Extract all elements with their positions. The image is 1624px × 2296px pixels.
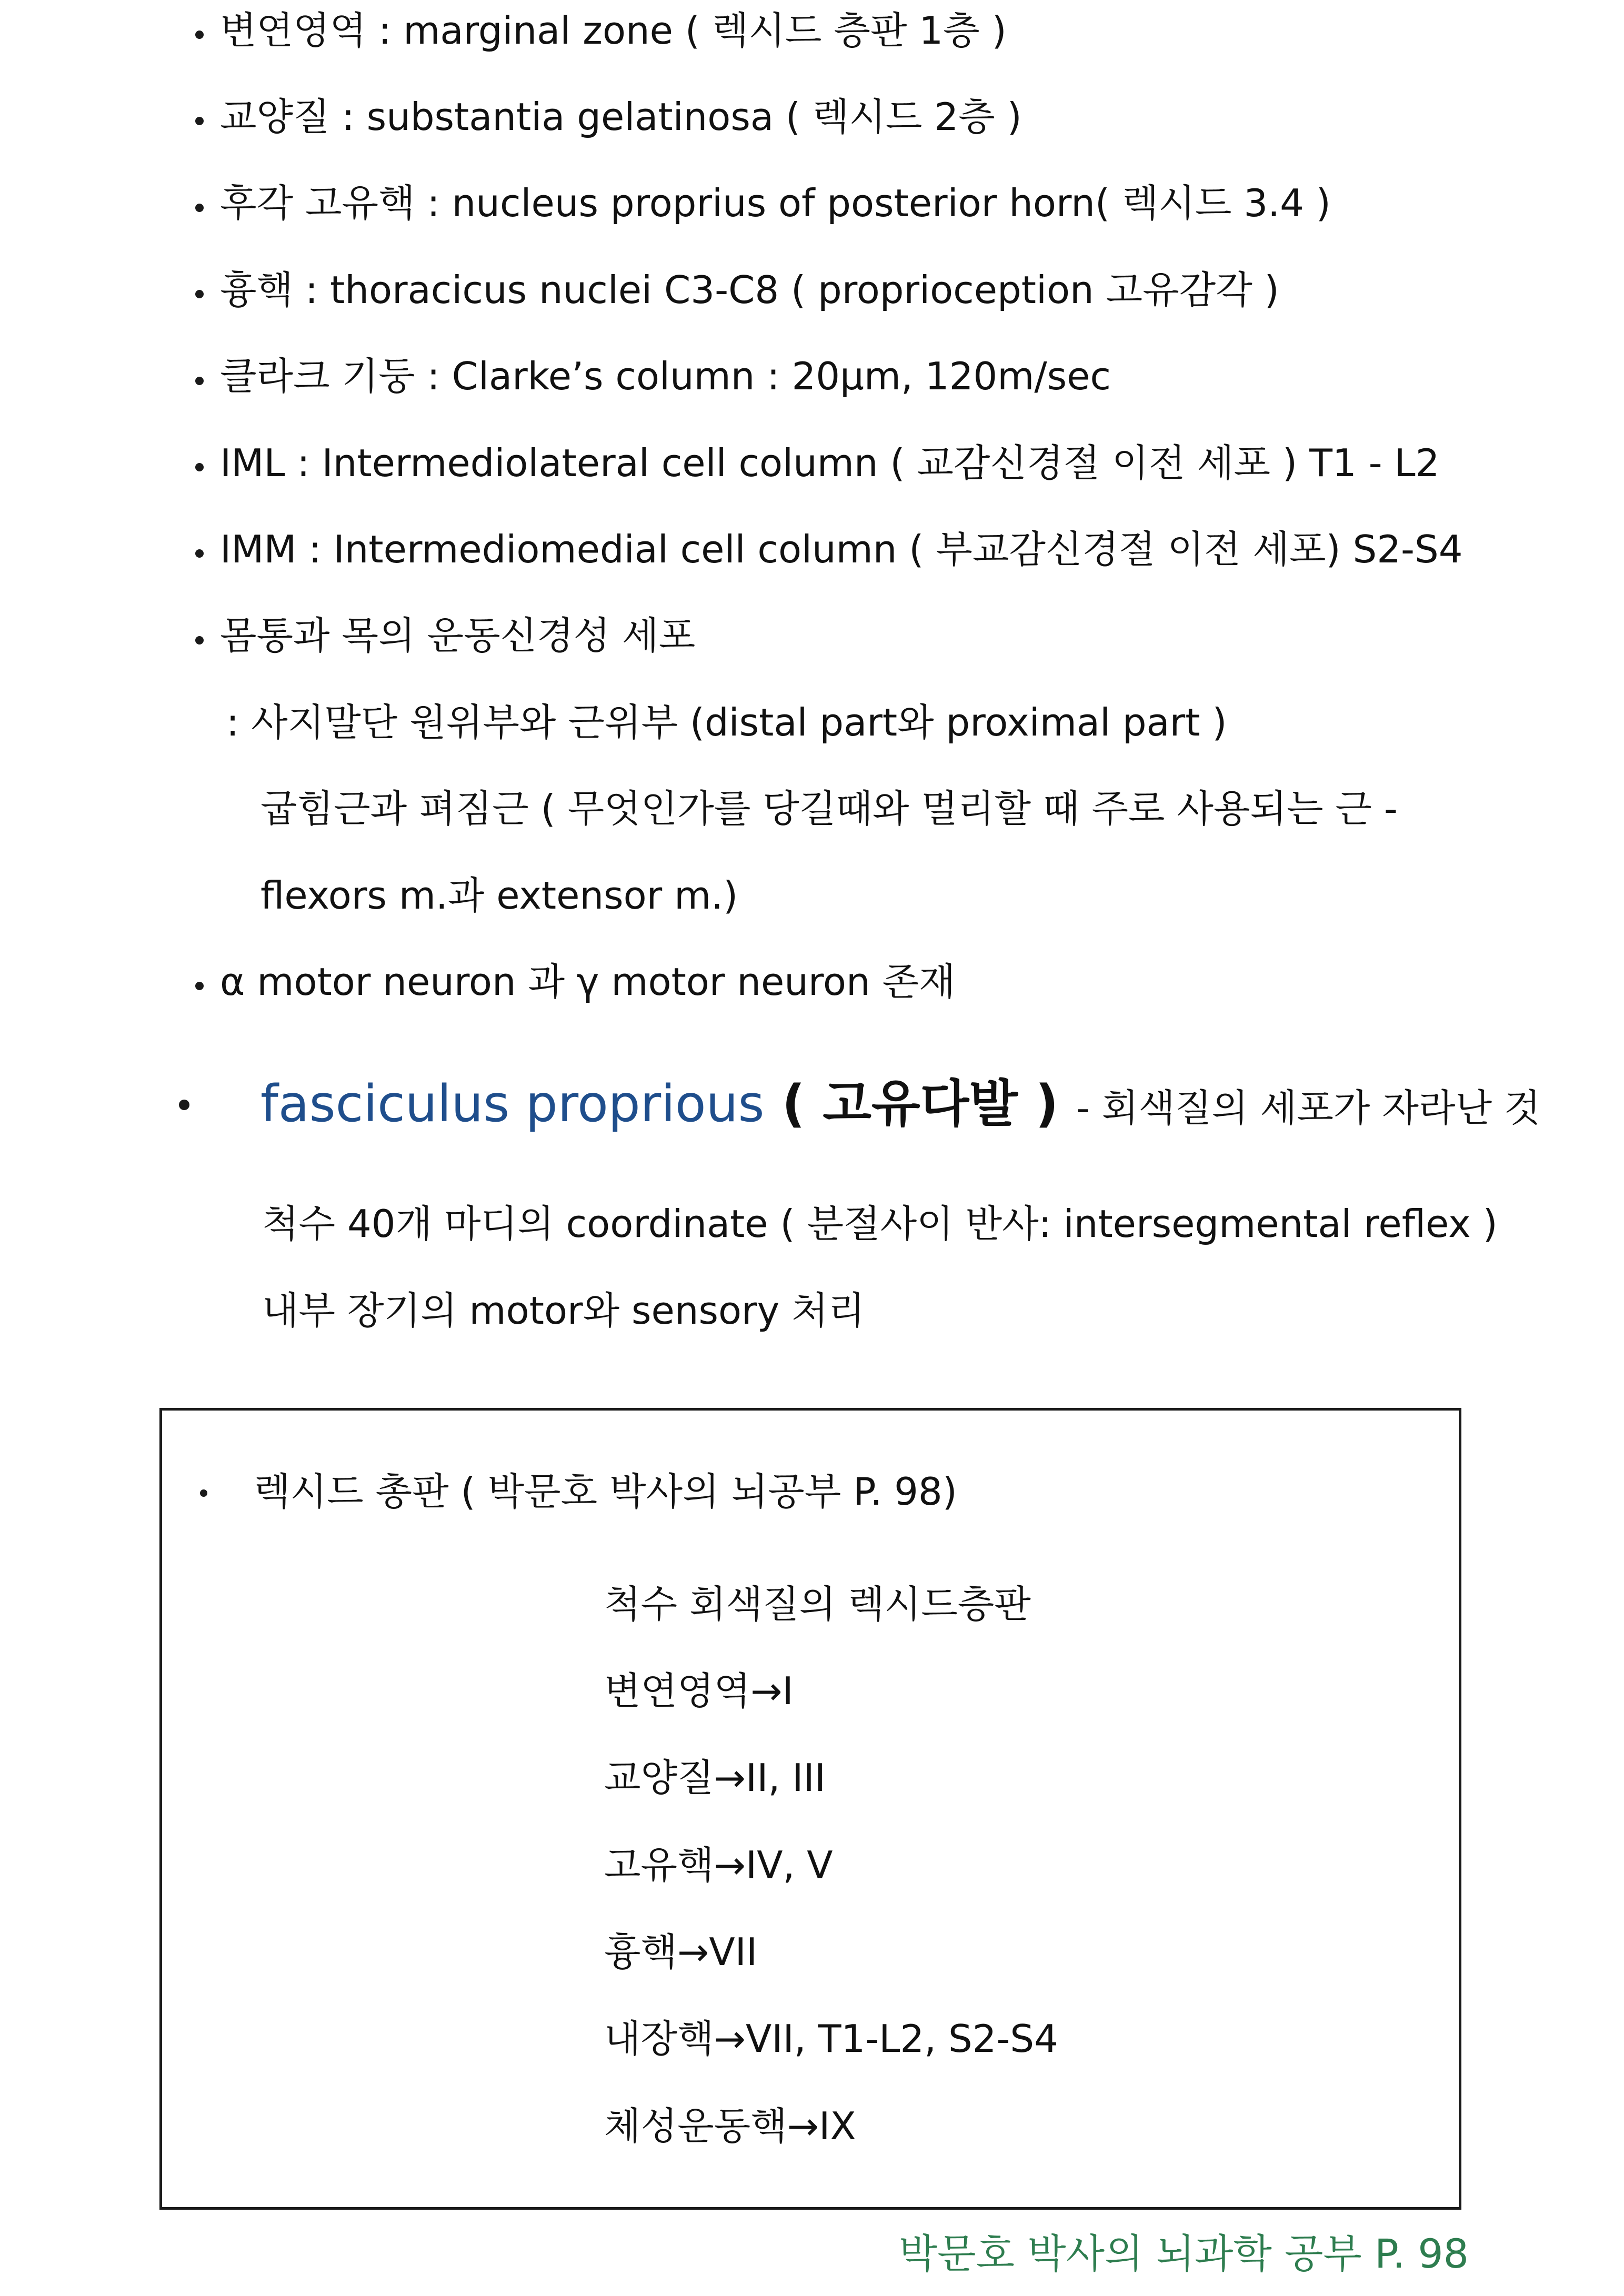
bullet-dot (195, 549, 204, 558)
box-bullet-text: 렉시드 총판 ( 박문호 박사의 뇌공부 P. 98) (254, 1469, 957, 1514)
bullet-dot (195, 117, 204, 125)
fasciculus-term: fasciculus proprious (260, 1074, 765, 1133)
fasciculus-heading (260, 1074, 1541, 1133)
bullet-dot (195, 204, 204, 212)
bullet-motor-neurons: α motor neuron 과 γ motor neuron 존재 (220, 960, 956, 1004)
bullet-dot (195, 463, 204, 471)
bullet-thoracicus: 흉핵 : thoracicus nuclei C3-C8 ( proprioception 고유감각 ) (220, 268, 1279, 312)
bullet-dot (195, 31, 204, 39)
motor-sub-line-3: flexors m.과 extensor m.) (260, 873, 738, 918)
bullet-motor-cells: 몸통과 목의 운동신경성 세포 (220, 613, 696, 658)
bullet-substantia-gelatinosa: 교양질 : substantia gelatinosa ( 렉시드 2층 ) (220, 95, 1022, 139)
source-citation: 박문호 박사의 뇌과학 공부 P. 98 (898, 2230, 1469, 2277)
bullet-dot (195, 982, 204, 990)
box-row: 흉핵→VII (604, 1930, 758, 1974)
bullet-dot (179, 1100, 189, 1110)
box-title: 척수 회색질의 렉시드층판 (604, 1582, 1031, 1626)
box-row: 교양질→II, III (604, 1756, 826, 1800)
bullet-clarke-column: 클라크 기둥 : Clarke’s column : 20μm, 120m/sec (220, 354, 1111, 398)
fasciculus-description: - 회색질의 세포가 자라난 것 (1076, 1086, 1541, 1130)
bullet-dot (195, 290, 204, 298)
bullet-marginal-zone: 변연영역 : marginal zone ( 렉시드 층판 1층 ) (220, 8, 1007, 53)
fasciculus-korean: ( 고유다발 ) (764, 1074, 1076, 1133)
bullet-dot (195, 377, 204, 385)
fasciculus-line-1: 척수 40개 마디의 coordinate ( 분절사이 반사: intersegmental reflex ) (262, 1202, 1498, 1246)
bullet-imm: IMM : Intermediomedial cell column ( 부교감신경절 이전 세포) S2-S4 (220, 527, 1463, 571)
box-row: 내장핵→VII, T1-L2, S2-S4 (604, 2017, 1058, 2061)
fasciculus-line-2: 내부 장기의 motor와 sensory 처리 (262, 1288, 865, 1333)
box-row: 변연영역→I (604, 1669, 794, 1713)
bullet-nucleus-proprius: 후각 고유핵 : nucleus proprius of posterior horn( 렉시드 3.4 ) (220, 181, 1331, 225)
motor-sub-line-2: 굽힘근과 펴짐근 ( 무엇인가를 당길때와 멀리할 때 주로 사용되는 근 - (260, 787, 1398, 831)
box-row: 고유핵→IV, V (604, 1843, 833, 1887)
rexed-laminae-box (159, 1408, 1461, 2210)
bullet-dot (200, 1489, 207, 1497)
bullet-iml: IML : Intermediolateral cell column ( 교감신경절 이전 세포 ) T1 - L2 (220, 441, 1440, 485)
bullet-dot (195, 636, 204, 645)
box-row: 체성운동핵→IX (604, 2104, 856, 2148)
motor-sub-line-1: : 사지말단 원위부와 근위부 (distal part와 proximal part ) (226, 700, 1227, 744)
